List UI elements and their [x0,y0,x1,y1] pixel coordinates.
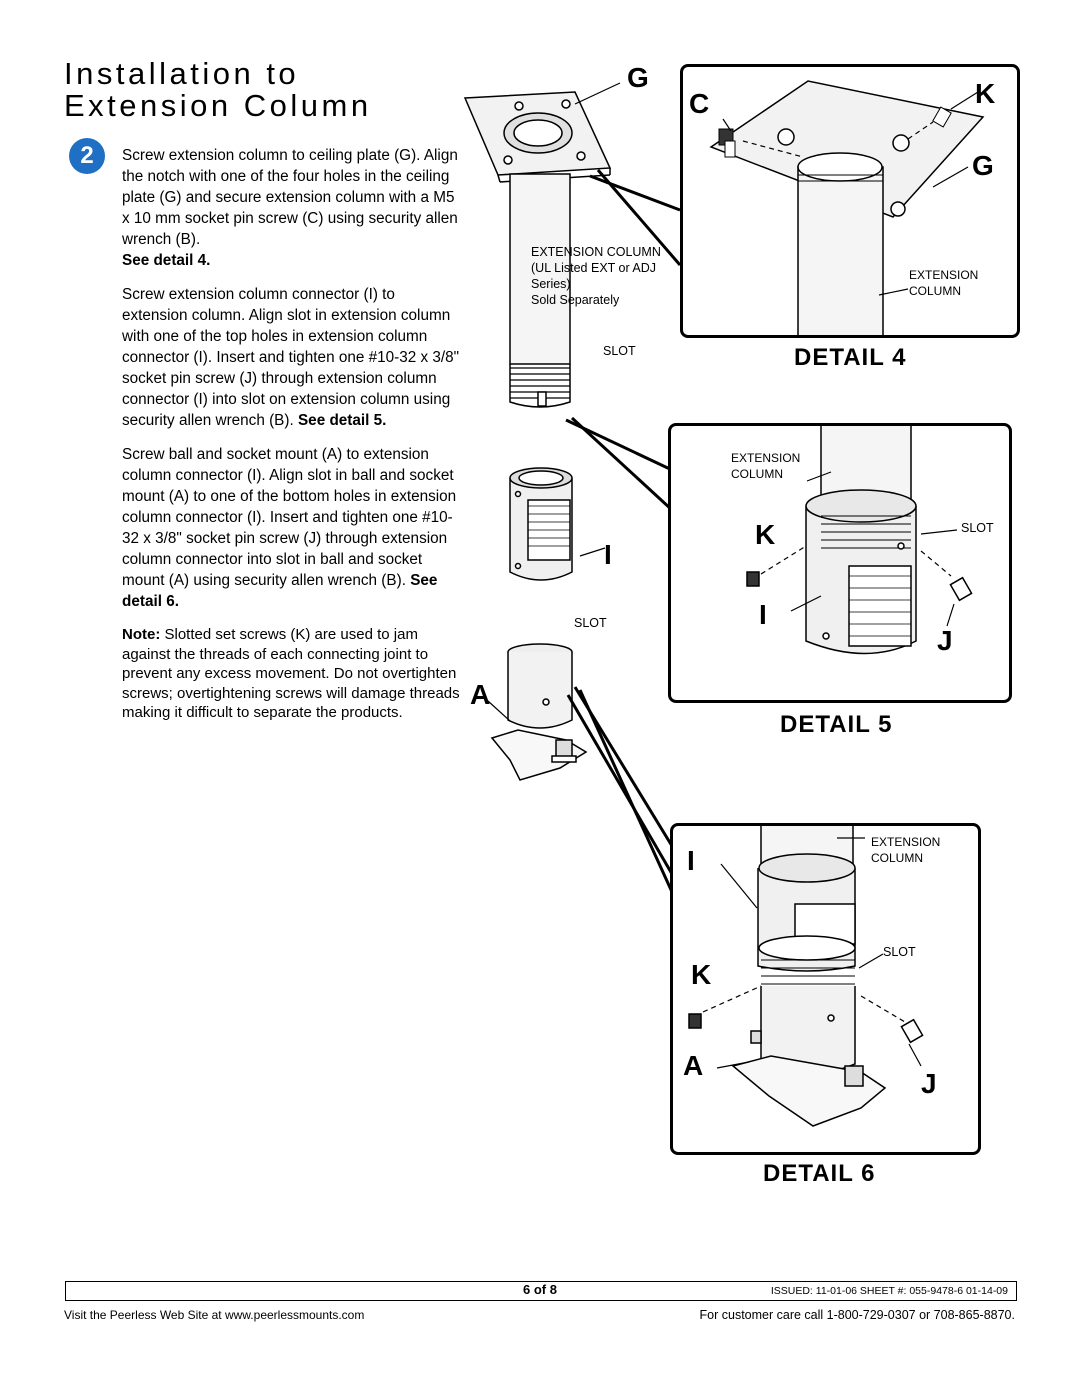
detail-5-ext-line-1: EXTENSION [731,451,801,465]
ball-socket-mount-drawing [492,644,586,780]
detail-6-label-j: J [921,1068,937,1099]
detail-4-title: DETAIL 4 [794,344,907,371]
see-detail-6: See detail 6. [122,572,438,610]
see-detail-4: See detail 4. [122,252,211,269]
page-number: 6 of 8 [523,1282,557,1297]
instruction-1-text: Screw extension column to ceiling plate (G). Align the notch with one of the four holes in the ceiling plate (G) and secure extension column with a M5 x 10 mm socket pin screw (C) using security allen wrench (B). [122,147,458,248]
column-connector-drawing [510,468,572,580]
detail-5-label-i: I [759,599,767,630]
title-line-1: Installation to [64,56,300,91]
detail-4-ext-line-2: COLUMN [909,284,962,298]
detail-5-ext-line-2: COLUMN [731,467,784,481]
detail-5-label-j: J [937,625,953,656]
slot-label-1: SLOT [603,344,636,358]
note-label: Note: [122,626,161,643]
label-i: I [604,539,612,570]
detail-6-panel [670,823,981,1155]
issued-info: ISSUED: 11-01-06 SHEET #: 055-9478-6 01-14-09 [770,1285,1008,1297]
instruction-3-text: Screw ball and socket mount (A) to extension column connector (I). Align slot in ball and socket mount (A) to one of the bottom holes in extension column connector (I). Insert and tighten one #10-32 x 3/8" socket pin screw (J) through extension column connector into slot in ball and socket mount (A) using security allen wrench (B). [122,446,457,589]
ext-col-line-4: Sold Separately [531,293,620,307]
detail-4-label-k: K [975,78,996,109]
website-note: Visit the Peerless Web Site at www.peerlessmounts.com [64,1308,365,1322]
slot-label-2: SLOT [574,616,607,630]
ext-col-line-2: (UL Listed EXT or ADJ [531,261,657,275]
detail-6-ext-line-1: EXTENSION [871,835,941,849]
detail-6-drawing [673,826,978,1152]
instruction-2-text: Screw extension column connector (I) to extension column. Align slot in extension column with one of the top holes in extension column connector (I). Insert and tighten one #10-32 x 3/8" socket pin screw (J) through extension column connector (I) into slot on extension column using security allen wrench (B). [122,286,460,429]
detail-5-panel [668,423,1012,703]
label-g: G [627,62,649,93]
detail-6-ext-column-label [871,834,940,866]
detail-6-label-a: A [683,1050,704,1081]
label-a: A [470,679,491,710]
extension-column-label [531,244,661,308]
note-text: Slotted set screws (K) are used to jam against the threads of each connecting joint to prevent any excess movement. Do not overtighten screws; overtightening screws will damage threads making it difficult to separate the products. [122,626,460,721]
detail-6-slot-label: SLOT [883,945,916,959]
detail-5-drawing [671,426,1009,700]
detail-4-label-c: C [689,88,710,119]
detail-5-ext-column-label [731,450,800,482]
detail-4-ext-column-label [909,267,978,299]
detail-4-label-g: G [972,150,994,181]
detail-5-label-k: K [755,519,776,550]
step-number-badge: 2 [69,138,105,174]
detail-6-label-k: K [691,959,712,990]
detail-6-label-i: I [687,845,695,876]
see-detail-5: See detail 5. [297,412,387,429]
detail-6-ext-line-2: COLUMN [871,851,924,865]
detail-5-title: DETAIL 5 [780,711,893,738]
customer-care-note: For customer care call 1-800-729-0307 or 708-865-8870. [699,1308,1015,1322]
detail-5-slot-label: SLOT [961,521,994,535]
socket-pin-screw-icon [719,129,735,157]
detail-6-title: DETAIL 6 [763,1160,876,1187]
ext-col-line-1: EXTENSION COLUMN [531,245,661,259]
title-line-2: Extension Column [64,88,372,123]
detail-4-ext-line-1: EXTENSION [909,268,979,282]
detail-4-panel [680,64,1020,338]
ext-col-line-3: Series) [531,277,571,291]
